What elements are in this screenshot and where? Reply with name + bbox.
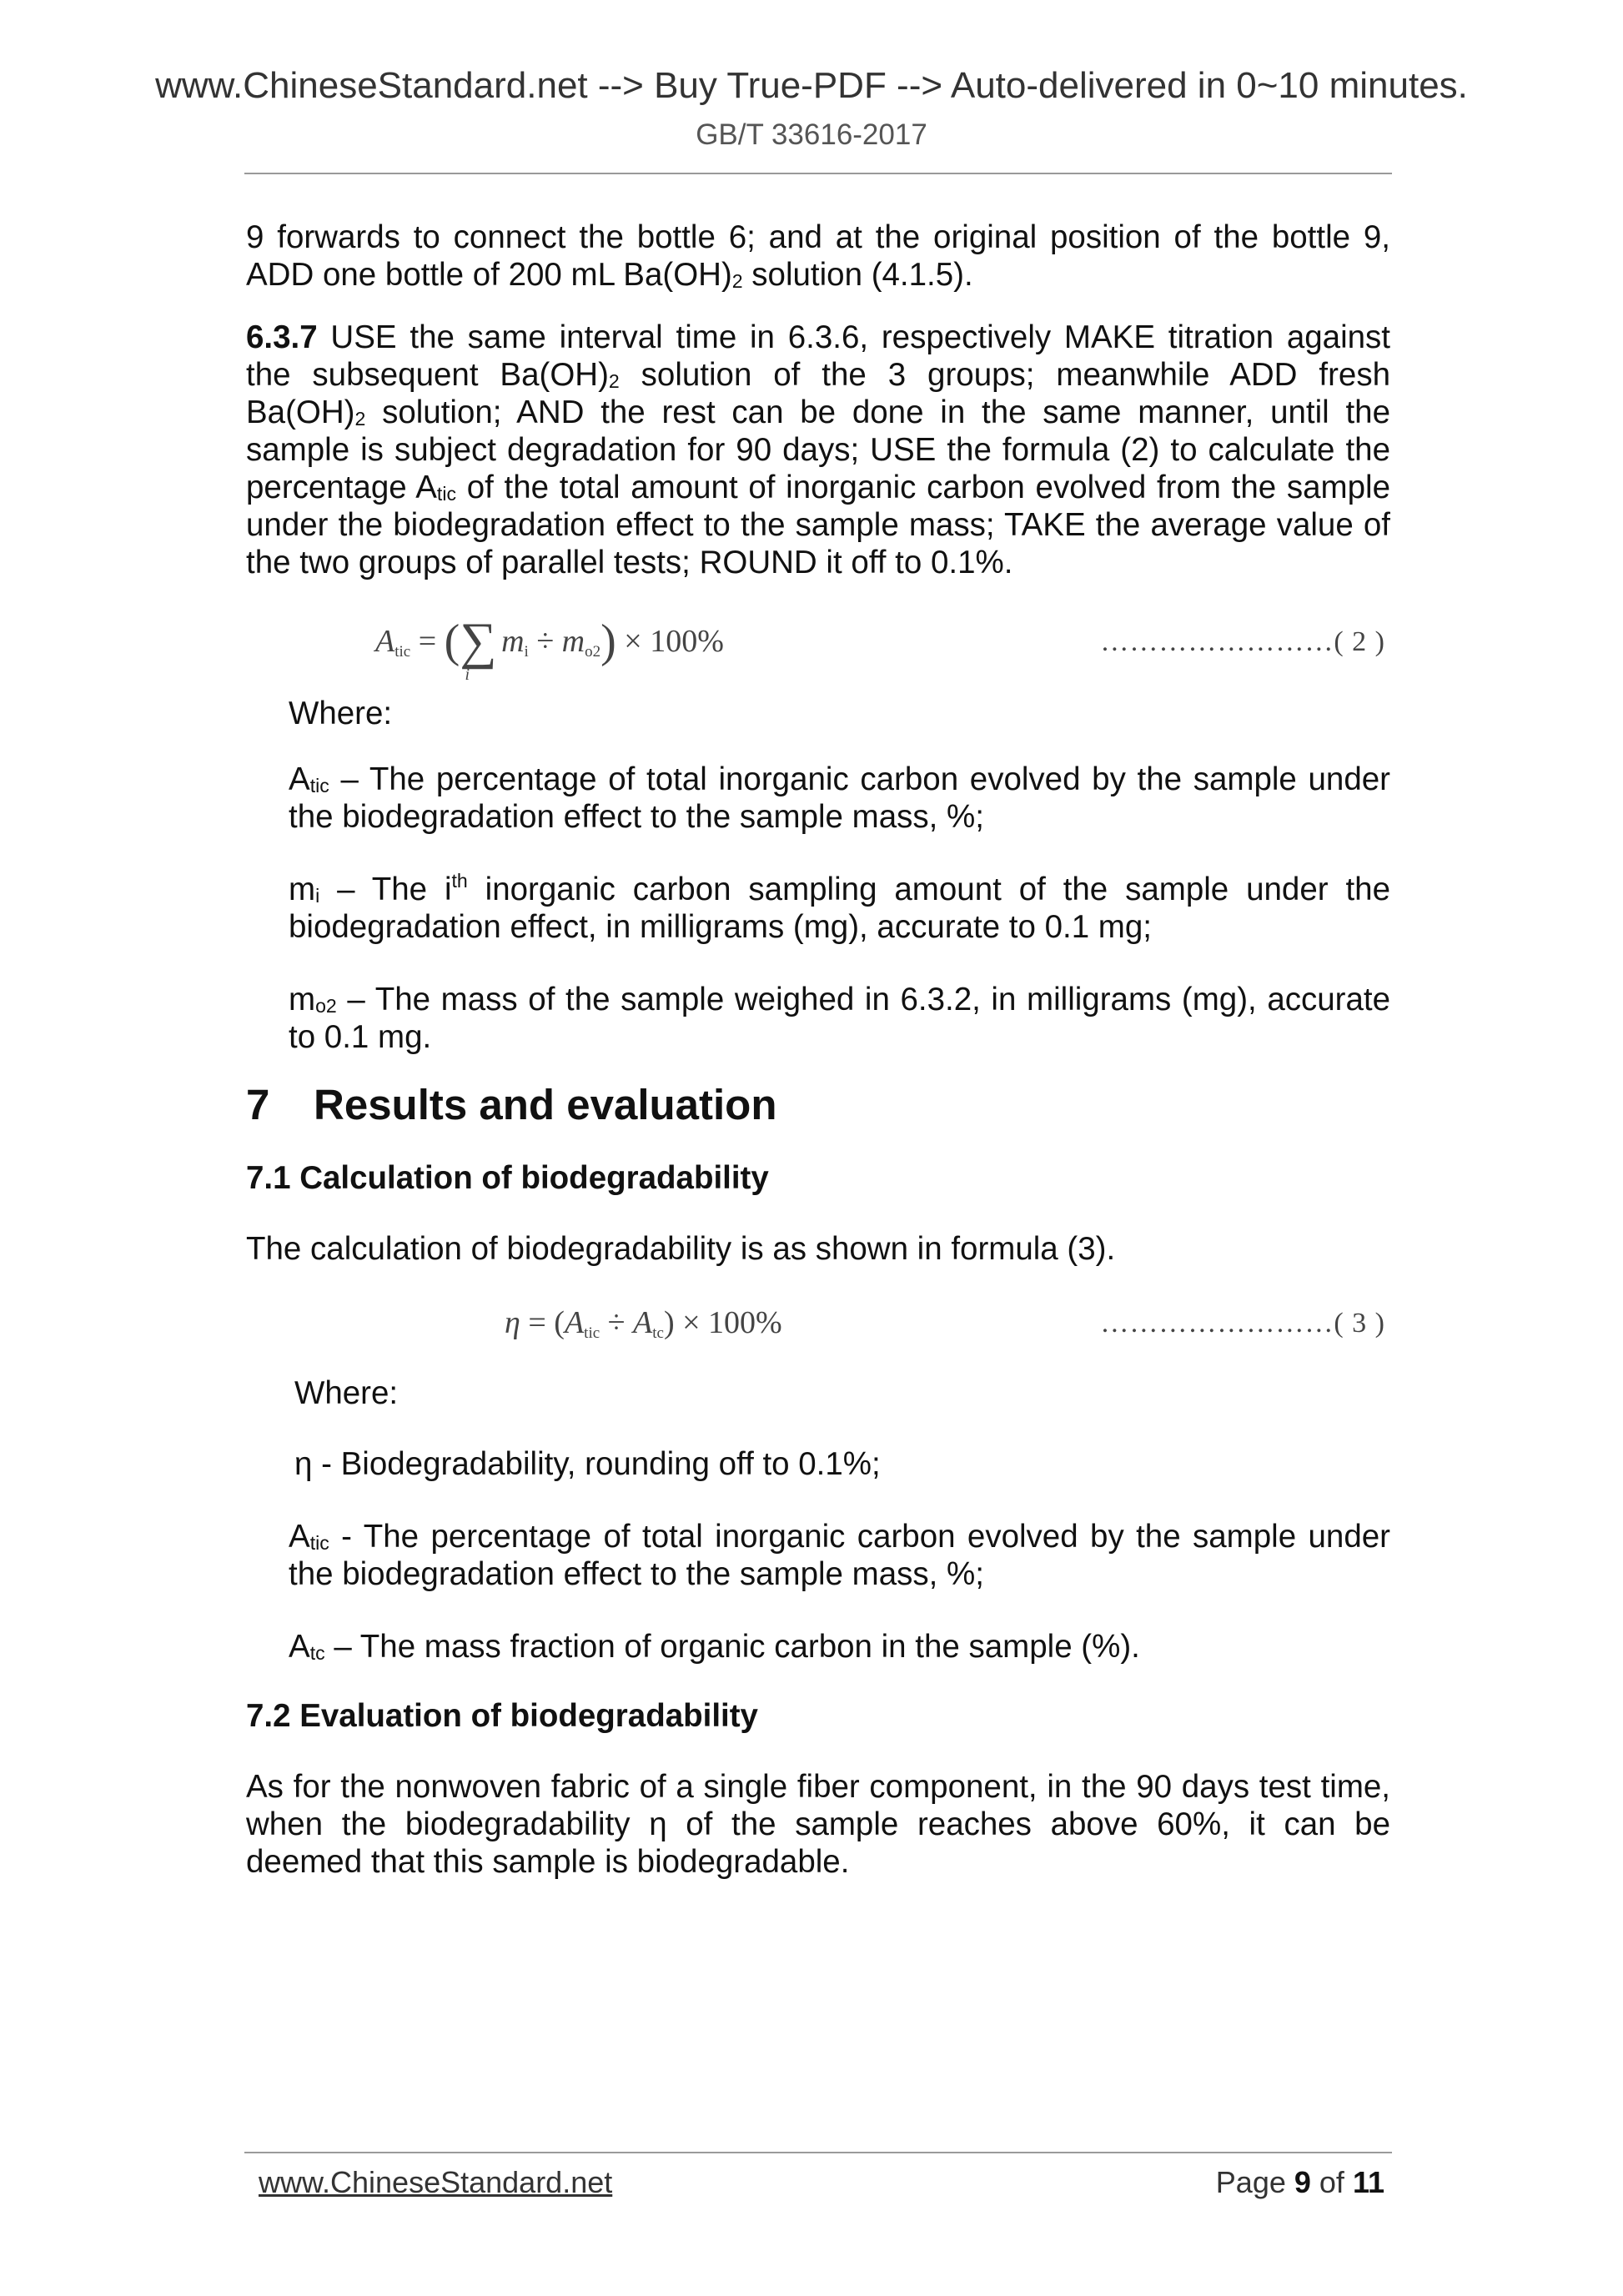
footer-divider [244, 2152, 1392, 2153]
header-banner: www.ChineseStandard.net --> Buy True-PDF --> Auto-delivered in 0~10 minutes. [155, 65, 1468, 106]
definitions-block-3 [246, 1518, 1390, 1665]
clause-text: solution of the 3 groups; meanwhile ADD fresh Ba(OH) [246, 357, 1390, 430]
definition-a-tic [289, 761, 1390, 836]
formula-symbol: m [501, 624, 525, 659]
subscript: i [315, 885, 320, 907]
definition-symbol: m [289, 982, 316, 1017]
continued-text-2: solution (4.1.5). [742, 257, 973, 293]
definition-a-tc [289, 1628, 1390, 1665]
definition-symbol: A [289, 1629, 310, 1665]
subscript: 2 [354, 408, 366, 430]
subscript: tc [309, 1642, 325, 1664]
definition-m-o2 [289, 981, 1390, 1056]
formula-3-expression [505, 1304, 782, 1352]
formula-operator: = [410, 624, 445, 659]
formula-symbol: A [564, 1305, 585, 1340]
formula-subscript: tic [394, 643, 411, 661]
formula-2-number: ……………………( 2 ) [1100, 626, 1385, 657]
continued-paragraph [246, 219, 1390, 294]
formula-operator: × 100% [616, 624, 724, 659]
formula-symbol: η [505, 1305, 520, 1340]
definition-symbol: A [289, 761, 310, 797]
subscript: 2 [608, 370, 620, 392]
definition-text: inorganic carbon sampling amount of the sample under the biodegradation effect, in milligrams (mg), accurate to 0.1 mg; [289, 872, 1390, 945]
formula-3-number: ……………………( 3 ) [1100, 1308, 1385, 1339]
section-7-2-text: As for the nonwoven fabric of a single fiber component, in the 90 days test time, when the biodegradability η of the sample reaches above 60%, it can be deemed that this sample is biodegradable. [246, 1769, 1390, 1880]
formula-subscript: tc [652, 1324, 664, 1342]
definition-a-tic [289, 1518, 1390, 1593]
clause-6-3-7 [246, 319, 1390, 581]
definition-text: – The mass fraction of organic carbon in the sample (%). [324, 1629, 1140, 1665]
clause-text: USE the same interval time in 6.3.6, respectively MAKE titration against the subsequent Ba(OH) [246, 319, 1390, 393]
definition-m-i [289, 871, 1390, 946]
section-title: Results and evaluation [314, 1081, 777, 1128]
formula-symbol: A [375, 624, 395, 659]
of-word: of [1310, 2165, 1353, 2199]
page-indicator [1216, 2165, 1384, 2200]
formula-2-expression [375, 613, 724, 684]
formula-2 [246, 615, 1390, 695]
section-7-1-heading: 7.1 Calculation of biodegradability [246, 1160, 769, 1196]
formula-operator: = ( [520, 1305, 565, 1340]
formula-operator: ÷ [528, 624, 562, 659]
definition-eta: η - Biodegradability, rounding off to 0.1%; [294, 1446, 881, 1482]
footer-site-link[interactable]: www.ChineseStandard.net [259, 2165, 613, 2199]
page-total: 11 [1352, 2165, 1384, 2199]
where-label: Where: [294, 1375, 399, 1411]
definition-symbol: A [289, 1519, 310, 1555]
formula-operator: ) × 100% [663, 1305, 782, 1340]
subscript: tic [309, 1532, 329, 1554]
subscript: 2 [731, 270, 743, 292]
definitions-block-2 [246, 1374, 1390, 1483]
page-content [246, 219, 1390, 1881]
section-7-2-heading: 7.2 Evaluation of biodegradability [246, 1698, 758, 1734]
section-7-1-text: The calculation of biodegradability is as shown in formula (3). [246, 1231, 1116, 1267]
subscript: tic [309, 775, 329, 796]
definition-text: – The mass of the sample weighed in 6.3.2, in milligrams (mg), accurate to 0.1 mg. [289, 982, 1390, 1055]
definition-text: – The percentage of total inorganic carbon evolved by the sample under the biodegradation effect to the sample mass, %; [289, 761, 1390, 835]
where-label: Where: [289, 696, 393, 731]
continued-text-1: 9 forwards to connect the bottle 6; and at the original position of the bottle 9, ADD one bottle of 200 mL Ba(OH) [246, 219, 1390, 293]
formula-paren: ) [600, 615, 616, 667]
clause-number: 6.3.7 [246, 319, 318, 355]
formula-operator: ÷ [600, 1305, 634, 1340]
page-word: Page [1215, 2165, 1294, 2199]
definition-symbol: m [289, 872, 316, 907]
definition-text: – The i [319, 872, 452, 907]
sigma-index: i [465, 666, 470, 684]
formula-3 [246, 1301, 1390, 1374]
superscript: th [451, 870, 468, 892]
header-divider [244, 173, 1392, 174]
clause-text: of the total amount of inorganic carbon evolved from the sample under the biodegradation effect to the sample mass; TAKE the average value of the two groups of parallel tests; ROUND it off to 0.1%. [246, 470, 1391, 580]
subscript: tic [436, 483, 457, 505]
definitions-block-1 [246, 695, 1390, 1056]
formula-subscript: i [524, 643, 529, 661]
standard-code: GB/T 33616-2017 [696, 118, 927, 151]
formula-subscript: tic [584, 1324, 600, 1342]
formula-paren: ( [444, 615, 460, 667]
formula-subscript: o2 [585, 643, 601, 661]
clause-text: solution; AND the rest can be done in the same manner, until the sample is subject degradation for 90 days; USE the formula (2) to calculate the percentage A [246, 394, 1390, 505]
formula-symbol: m [561, 624, 585, 659]
page-number: 9 [1294, 2165, 1311, 2199]
definition-text: - The percentage of total inorganic carbon evolved by the sample under the biodegradation effect to the sample mass, %; [289, 1519, 1390, 1592]
section-7-heading [246, 1081, 1390, 1129]
formula-symbol: A [633, 1305, 653, 1340]
sigma-symbol: ∑ [460, 613, 497, 670]
subscript: o2 [315, 995, 337, 1017]
section-number: 7 [246, 1081, 270, 1128]
